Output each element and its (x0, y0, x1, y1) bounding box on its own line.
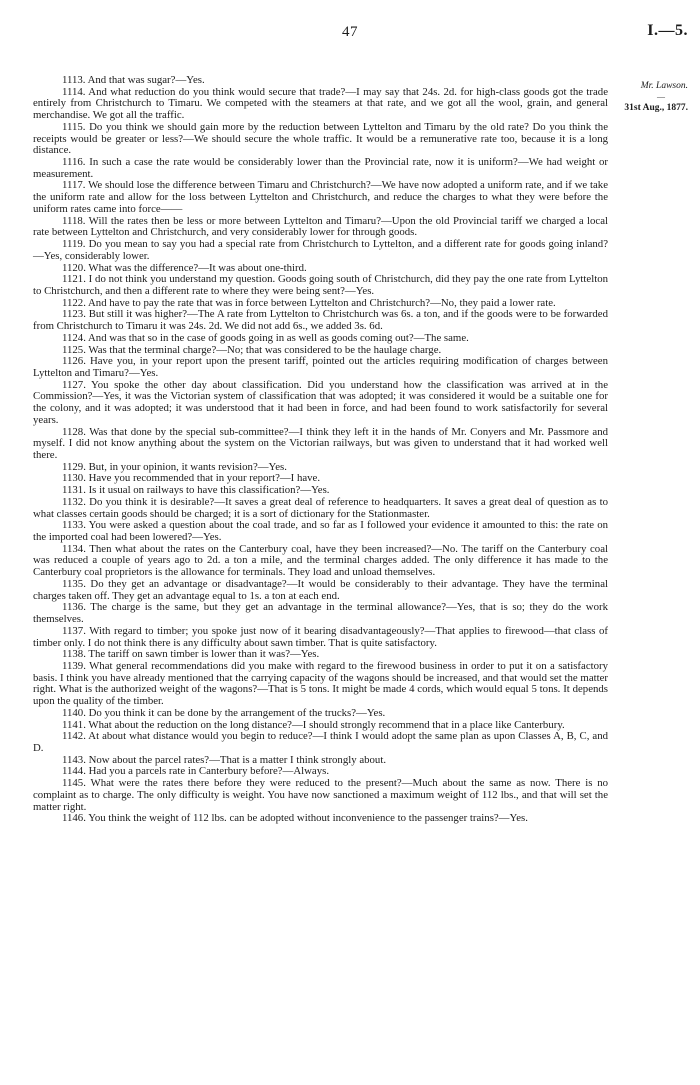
paragraph: 1114. And what reduction do you think would secure that trade?—I may say that 24s. 2d. for high-class goods got the trade entirely from Christchurch to Timaru. We competed with the steamers at that rate, and we got all the wool, grain, and general merchandise. We got all the traffic. (33, 85, 608, 122)
document-reference: I.—5. (647, 22, 688, 39)
paragraph: 1127. You spoke the other day about classification. Did you understand how the classification was arrived at in the Commission?—Yes, it was the Victorian system of classification that was adopted; it was considered it would be a suitable one for the colony, and it was adopted; it was understood that it had been in force, and had been found to work satisfactorily for several years. (33, 378, 608, 426)
paragraph: 1124. And was that so in the case of goods going in as well as goods coming out?—The same. (62, 331, 469, 344)
paragraph: 1132. Do you think it is desirable?—It saves a great deal of reference to headquarters. It saves a great deal of question as to what classes certain goods should be charged; it is a sort of dictionary for the Stationmaster. (33, 495, 608, 520)
paragraph: 1134. Then what about the rates on the Canterbury coal, have they been increased?—No. The tariff on the Canterbury coal was reduced a couple of years ago to 2d. a ton a mile, and the terminal charges added. The only difference it has made to the Canterbury coal proprietors is the allowance for terminals. They load and unload themselves. (33, 542, 608, 579)
paragraph: 1122. And have to pay the rate that was in force between Lyttelton and Christchurch?—No, they paid a lower rate. (62, 296, 556, 309)
paragraph: 1133. You were asked a question about the coal trade, and so far as I followed your evidence it amounted to this: the rate on the imported coal had been lowered?—Yes. (33, 519, 608, 544)
paragraph: 1130. Have you recommended that in your report?—I have. (62, 472, 321, 485)
paragraph: 1119. Do you mean to say you had a special rate from Christchurch to Lyttelton, and a different rate for goods going inland?—Yes, considerably lower. (33, 238, 608, 262)
paragraph: 1126. Have you, in your report upon the present tariff, pointed out the articles requiring modification of charges between Lyttelton and Timaru?—Yes. (33, 355, 608, 379)
paragraph: 1143. Now about the parcel rates?—That is a matter I think strongly about. (62, 753, 387, 766)
paragraph: 1113. And that was sugar?—Yes. (62, 74, 205, 86)
paragraph: 1146. You think the weight of 112 lbs. can be adopted without inconvenience to the passenger trains?—Yes. (62, 812, 528, 825)
paragraph: 1117. We should lose the difference between Timaru and Christchurch?—We have now adopted a uniform rate, and if we take the uniform rate and allow for the loss between Lyttelton and Christchurch, and reduce the charges to what they were before the uniform rates came into force—— (33, 179, 608, 215)
paragraph: 1136. The charge is the same, but they get an advantage in the terminal allowance?—Yes, that is so; they do the work themselves. (33, 601, 608, 626)
margin-separator: — (657, 92, 665, 101)
paragraph: 1141. What about the reduction on the long distance?—I should strongly recommend that in a place like Canterbury. (62, 718, 565, 731)
paragraph: 1116. In such a case the rate would be considerably lower than the Provincial rate, now it is uniform?—We had weight or measurement. (33, 156, 608, 180)
paragraph: 1128. Was that done by the special sub-committee?—I think they left it in the hands of Mr. Conyers and Mr. Passmore and myself. I did not know anything about the system on the Victorian railways, but was given to understand that it had worked well there. (33, 425, 608, 461)
paragraph: 1121. I do not think you understand my question. Goods going south of Christchurch, did they pay the one rate from Lyttelton to Christchurch, and then a different rate to where they were being sent?—Yes. (33, 273, 608, 297)
paragraph: 1118. Will the rates then be less or more between Lyttelton and Timaru?—Upon the old Provincial tariff we charged a local rate between Lyttelton and Christchurch, and very considerably lower for through goods. (33, 214, 608, 239)
evidence-body (33, 75, 608, 825)
evidence-date: 31st Aug., 1877. (624, 103, 688, 113)
paragraph: 1115. Do you think we should gain more by the reduction between Lyttelton and Timaru by the old rate? Do you think the receipts would be greater or less?—We should secure the whole traffic. It would be a remunerative rate too, because it is a long distance. (33, 120, 608, 157)
margin-note (616, 79, 688, 115)
paragraph: 1140. Do you think it can be done by the arrangement of the trucks?—Yes. (62, 706, 386, 719)
paragraph: 1135. Do they get an advantage or disadvantage?—It would be considerably to their advantage. They have the terminal charges taken off. They get an advantage equal to 1s. a ton at each end. (33, 577, 608, 602)
page-number: 47 (342, 24, 358, 40)
paragraph: 1138. The tariff on sawn timber is lower than it was?—Yes. (62, 648, 320, 661)
paragraph: 1142. At about what distance would you begin to reduce?—I think I would adopt the same plan as upon Classes A, B, C, and D. (33, 730, 608, 754)
paragraph: 1139. What general recommendations did you make with regard to the firewood business in order to put it on a satisfactory basis. I think you have already mentioned that the carrying capacity of the wagons should be increased, and that would set the matter right. What is the authorized weight of the wagons?—That is 5 tons. It might be made 4 cords, which would equal 5 tons. It depends upon the quality of the timber. (33, 659, 608, 708)
witness-name: Mr. Lawson. (640, 81, 688, 91)
paragraph: 1131. Is it usual on railways to have this classification?—Yes. (62, 484, 330, 497)
paragraph: 1129. But, in your opinion, it wants revision?—Yes. (62, 460, 287, 473)
paragraph: 1125. Was that the terminal charge?—No; that was considered to be the haulage charge. (62, 343, 442, 356)
paragraph: 1145. What were the rates there before they were reduced to the present?—Much about the same as now. There is no complaint as to charge. The only difficulty is weight. You have now sanctioned a maximum weight of 112 lbs., and that will set the matter right. (33, 777, 608, 813)
paragraph: 1137. With regard to timber; you spoke just now of it bearing disadvantageously?—That applies to firewood—that class of timber only. I do not think there is any difficulty about sawn timber. That is quite satisfactory. (33, 624, 608, 649)
paragraph: 1123. But still it was higher?—The A rate from Lyttelton to Christchurch was 6s. a ton, and if the goods were to be forwarded from Christchurch to Timaru it was 24s. 2d. We did not add 6s., we added 3s. 6d. (33, 308, 608, 333)
paragraph: 1144. Had you a parcels rate in Canterbury before?—Always. (62, 765, 330, 778)
paragraph: 1120. What was the difference?—It was about one-third. (62, 261, 307, 274)
